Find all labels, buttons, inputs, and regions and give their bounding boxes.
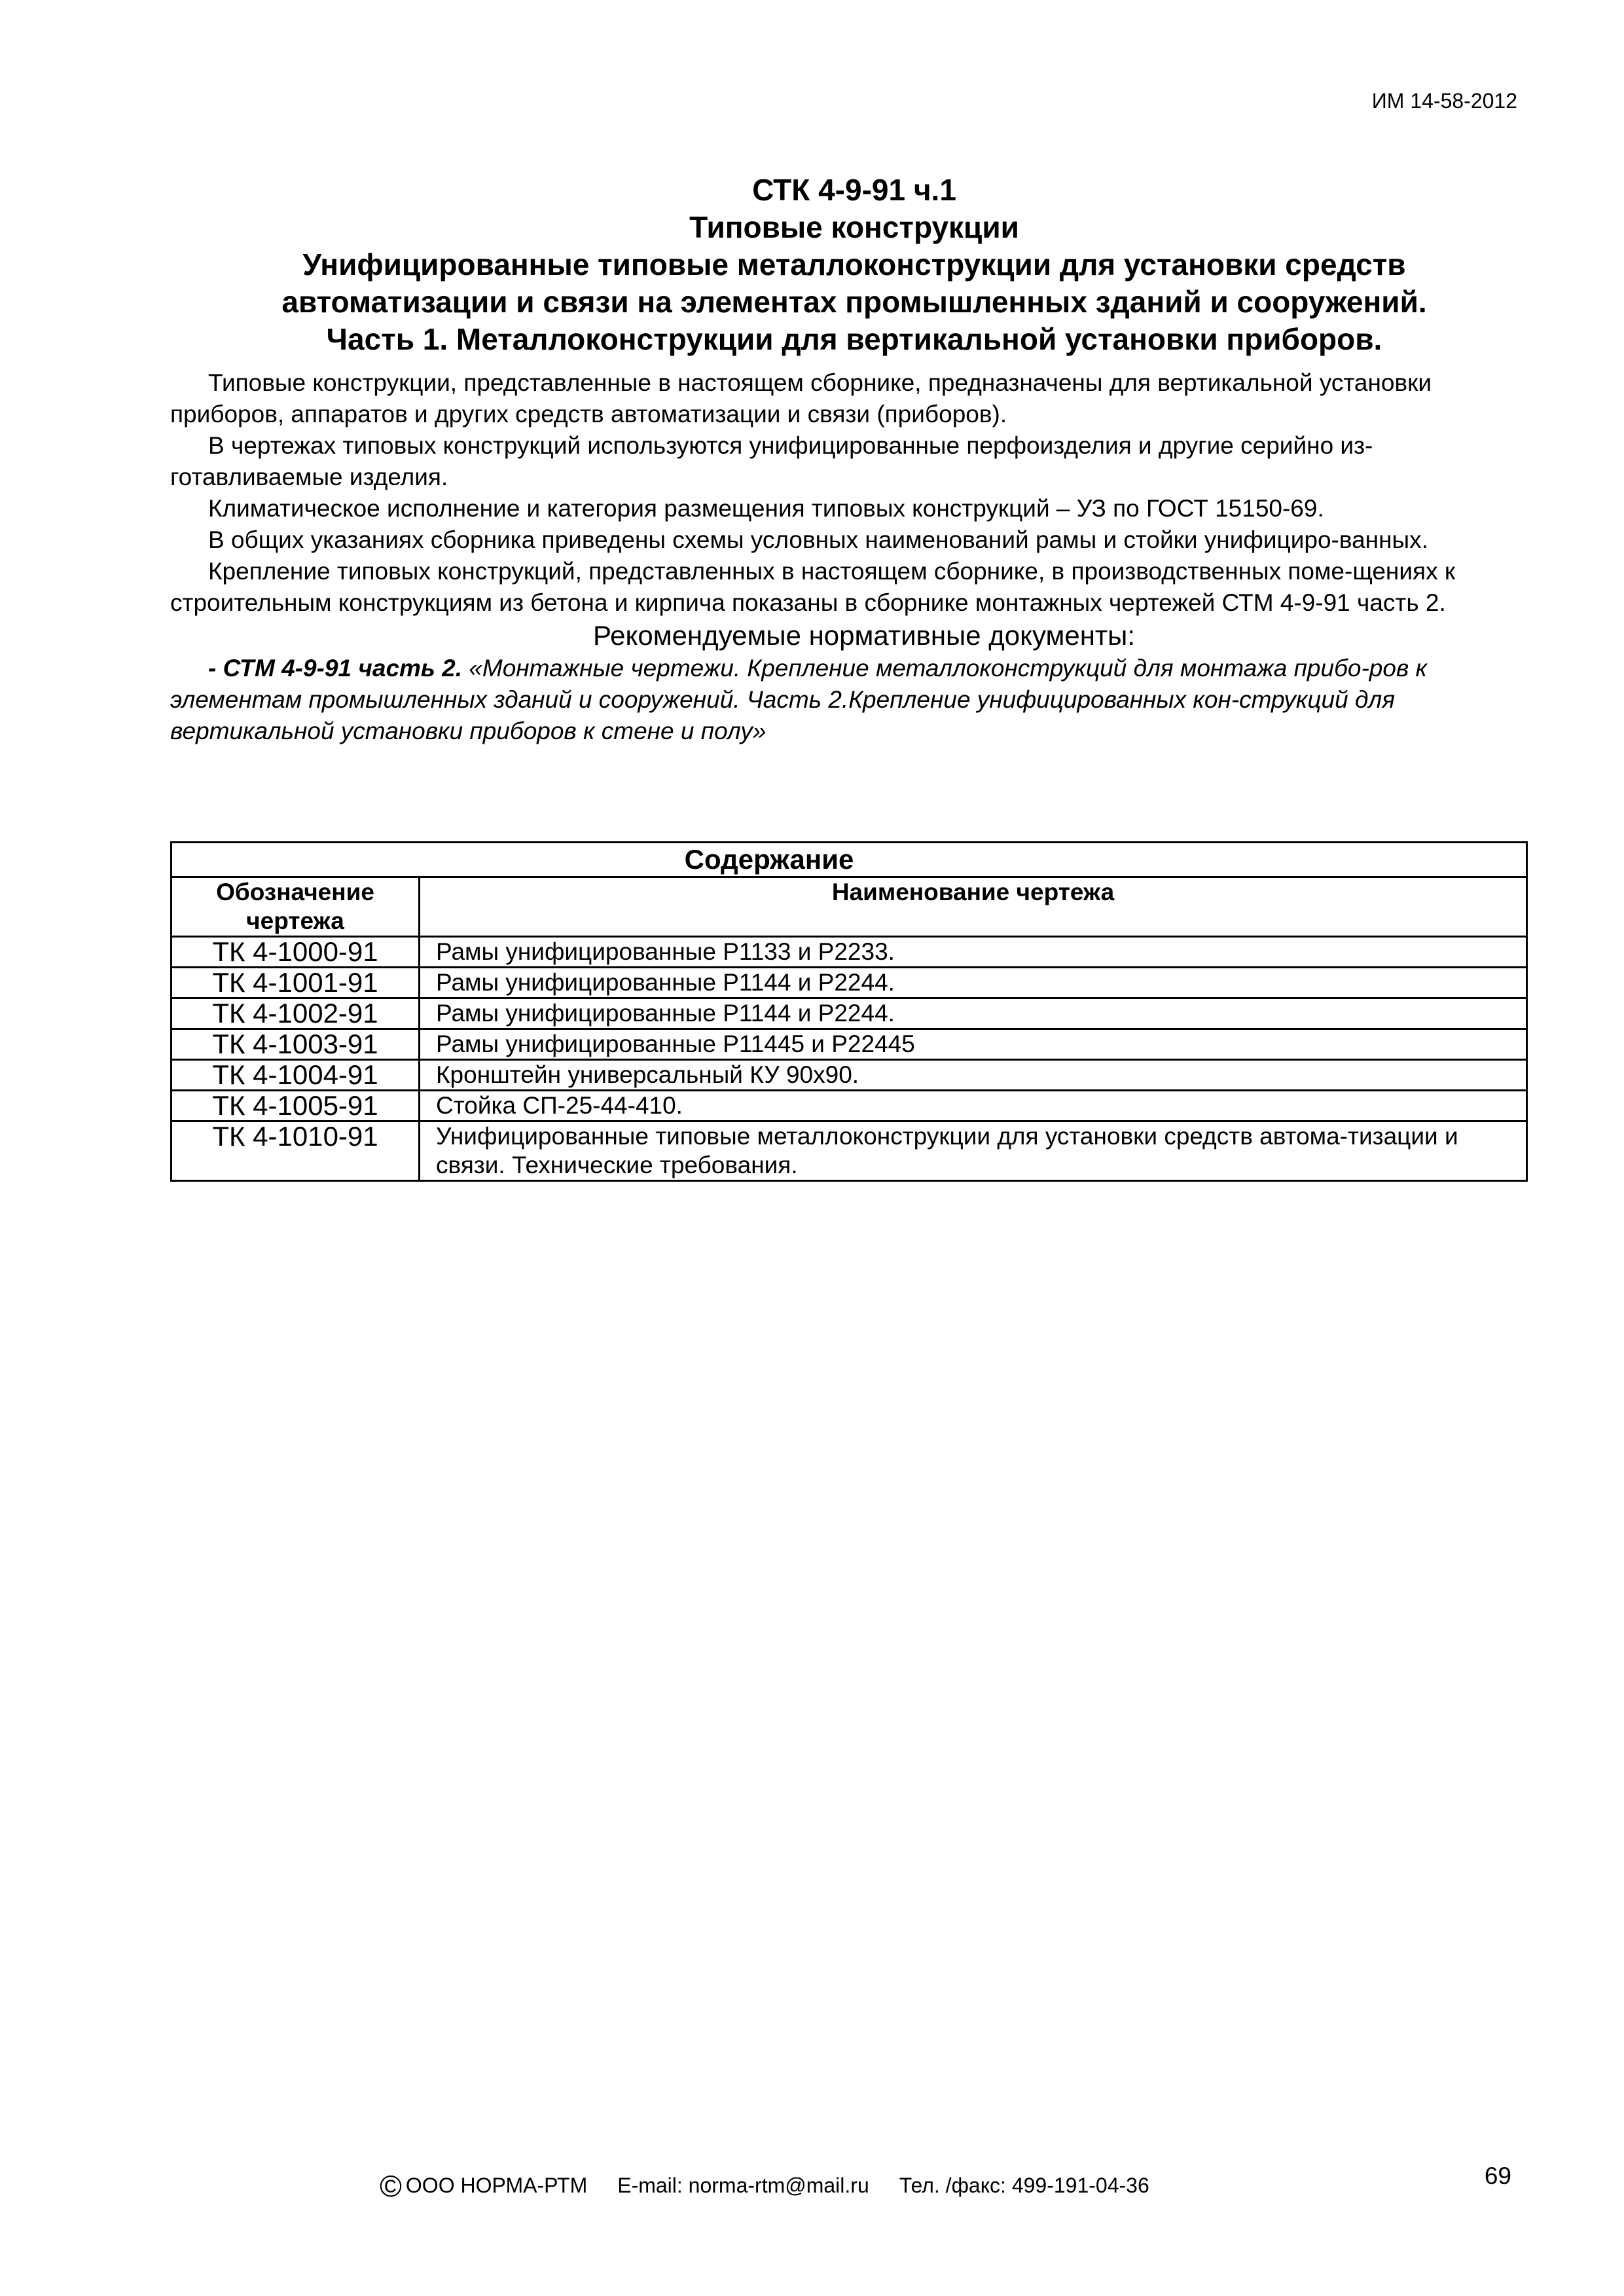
drawing-name: Рамы унифицированные Р1144 и Р2244. [420, 968, 1527, 998]
drawing-code: ТК 4-1001-91 [171, 968, 420, 998]
drawing-name: Рамы унифицированные Р11445 и Р22445 [420, 1029, 1527, 1060]
body-text [170, 367, 1519, 747]
footer-phone: Тел. /факс: 499-191-04-36 [899, 2174, 1149, 2197]
drawing-name: Унифицированные типовые металлоконструкции для установки средств автома-тизации и связи. Технические требования. [420, 1121, 1527, 1181]
table-row [171, 1121, 1527, 1181]
footer-contacts [380, 2169, 1180, 2203]
table-row [171, 1060, 1527, 1091]
title-part: Часть 1. Металлоконструкции для вертикальной установки приборов. [326, 322, 1382, 356]
contents-caption-row [171, 843, 1527, 877]
drawing-code: ТК 4-1005-91 [171, 1091, 420, 1121]
copyright-icon: © [380, 2169, 402, 2203]
contents-caption: Содержание [171, 843, 1527, 877]
paragraph-purpose: Типовые конструкции, представленные в настоящем сборнике, предназначены для вертикальной установки приборов, аппаратов и других средств автоматизации и связи (приборов). [170, 369, 1432, 428]
drawing-code: ТК 4-1010-91 [171, 1121, 420, 1181]
drawing-code: ТК 4-1000-91 [171, 937, 420, 968]
footer-company: ООО НОРМА-РТМ [405, 2174, 588, 2197]
recommended-item-code: - СТМ 4-9-91 часть 2. [208, 655, 463, 682]
title-block [170, 172, 1538, 358]
drawing-name: Кронштейн универсальный КУ 90х90. [420, 1060, 1527, 1091]
table-row [171, 998, 1527, 1029]
page-number: 69 [1484, 2162, 1511, 2189]
table-row [171, 937, 1527, 968]
paragraph-fastening: Крепление типовых конструкций, представленных в настоящем сборнике, в производственных поме-щениях к строительным конструкциям из бетона и кирпича показаны в сборнике монтажных чертежей СТМ 4-9-91 часть 2. [170, 558, 1456, 616]
drawing-name: Рамы унифицированные Р1144 и Р2244. [420, 998, 1527, 1029]
paragraph-drawings: В чертежах типовых конструкций используются унифицированные перфоизделия и другие серийно из-готавливаемые изделия. [170, 432, 1373, 490]
column-header-code: Обозначение чертежа [171, 877, 420, 937]
recommended-item-text: «Монтажные чертежи. Крепление металлоконструкций для монтажа прибо-ров к элементам промышленных зданий и сооружений. Часть 2.Крепление унифицированных кон-струкций для вертикальной установки приборов к стене и полу» [170, 655, 1428, 744]
table-row [171, 1029, 1527, 1060]
drawing-code: ТК 4-1003-91 [171, 1029, 420, 1060]
paragraph-climate: Климатическое исполнение и категория размещения типовых конструкций – УЗ по ГОСТ 15150-69. [208, 495, 1324, 522]
drawing-code: ТК 4-1004-91 [171, 1060, 420, 1091]
recommended-heading: Рекомендуемые нормативные документы: [592, 620, 1136, 651]
drawing-name: Стойка СП-25-44-410. [420, 1091, 1527, 1121]
table-row [171, 968, 1527, 998]
title-type: Типовые конструкции [689, 210, 1019, 244]
contents-table [170, 841, 1528, 1182]
table-row [171, 1091, 1527, 1121]
title-main-line-2: автоматизации и связи на элементах промышленных зданий и сооружений. [281, 285, 1427, 319]
title-main-line-1: Унифицированные типовые металлоконструкции для установки средств [302, 247, 1406, 282]
document-code: ИМ 14-58-2012 [1371, 89, 1517, 113]
column-header-name: Наименование чертежа [420, 877, 1527, 937]
paragraph-schemes: В общих указаниях сборника приведены схемы условных наименований рамы и стойки унифициро-ванных. [208, 526, 1428, 553]
contents-header-row [171, 877, 1527, 937]
drawing-code: ТК 4-1002-91 [171, 998, 420, 1029]
drawing-name: Рамы унифицированные Р1133 и Р2233. [420, 937, 1527, 968]
title-standard: СТК 4-9-91 ч.1 [752, 173, 956, 207]
footer-email: E-mail: norma-rtm@mail.ru [617, 2174, 869, 2197]
recommended-item [170, 653, 1519, 747]
